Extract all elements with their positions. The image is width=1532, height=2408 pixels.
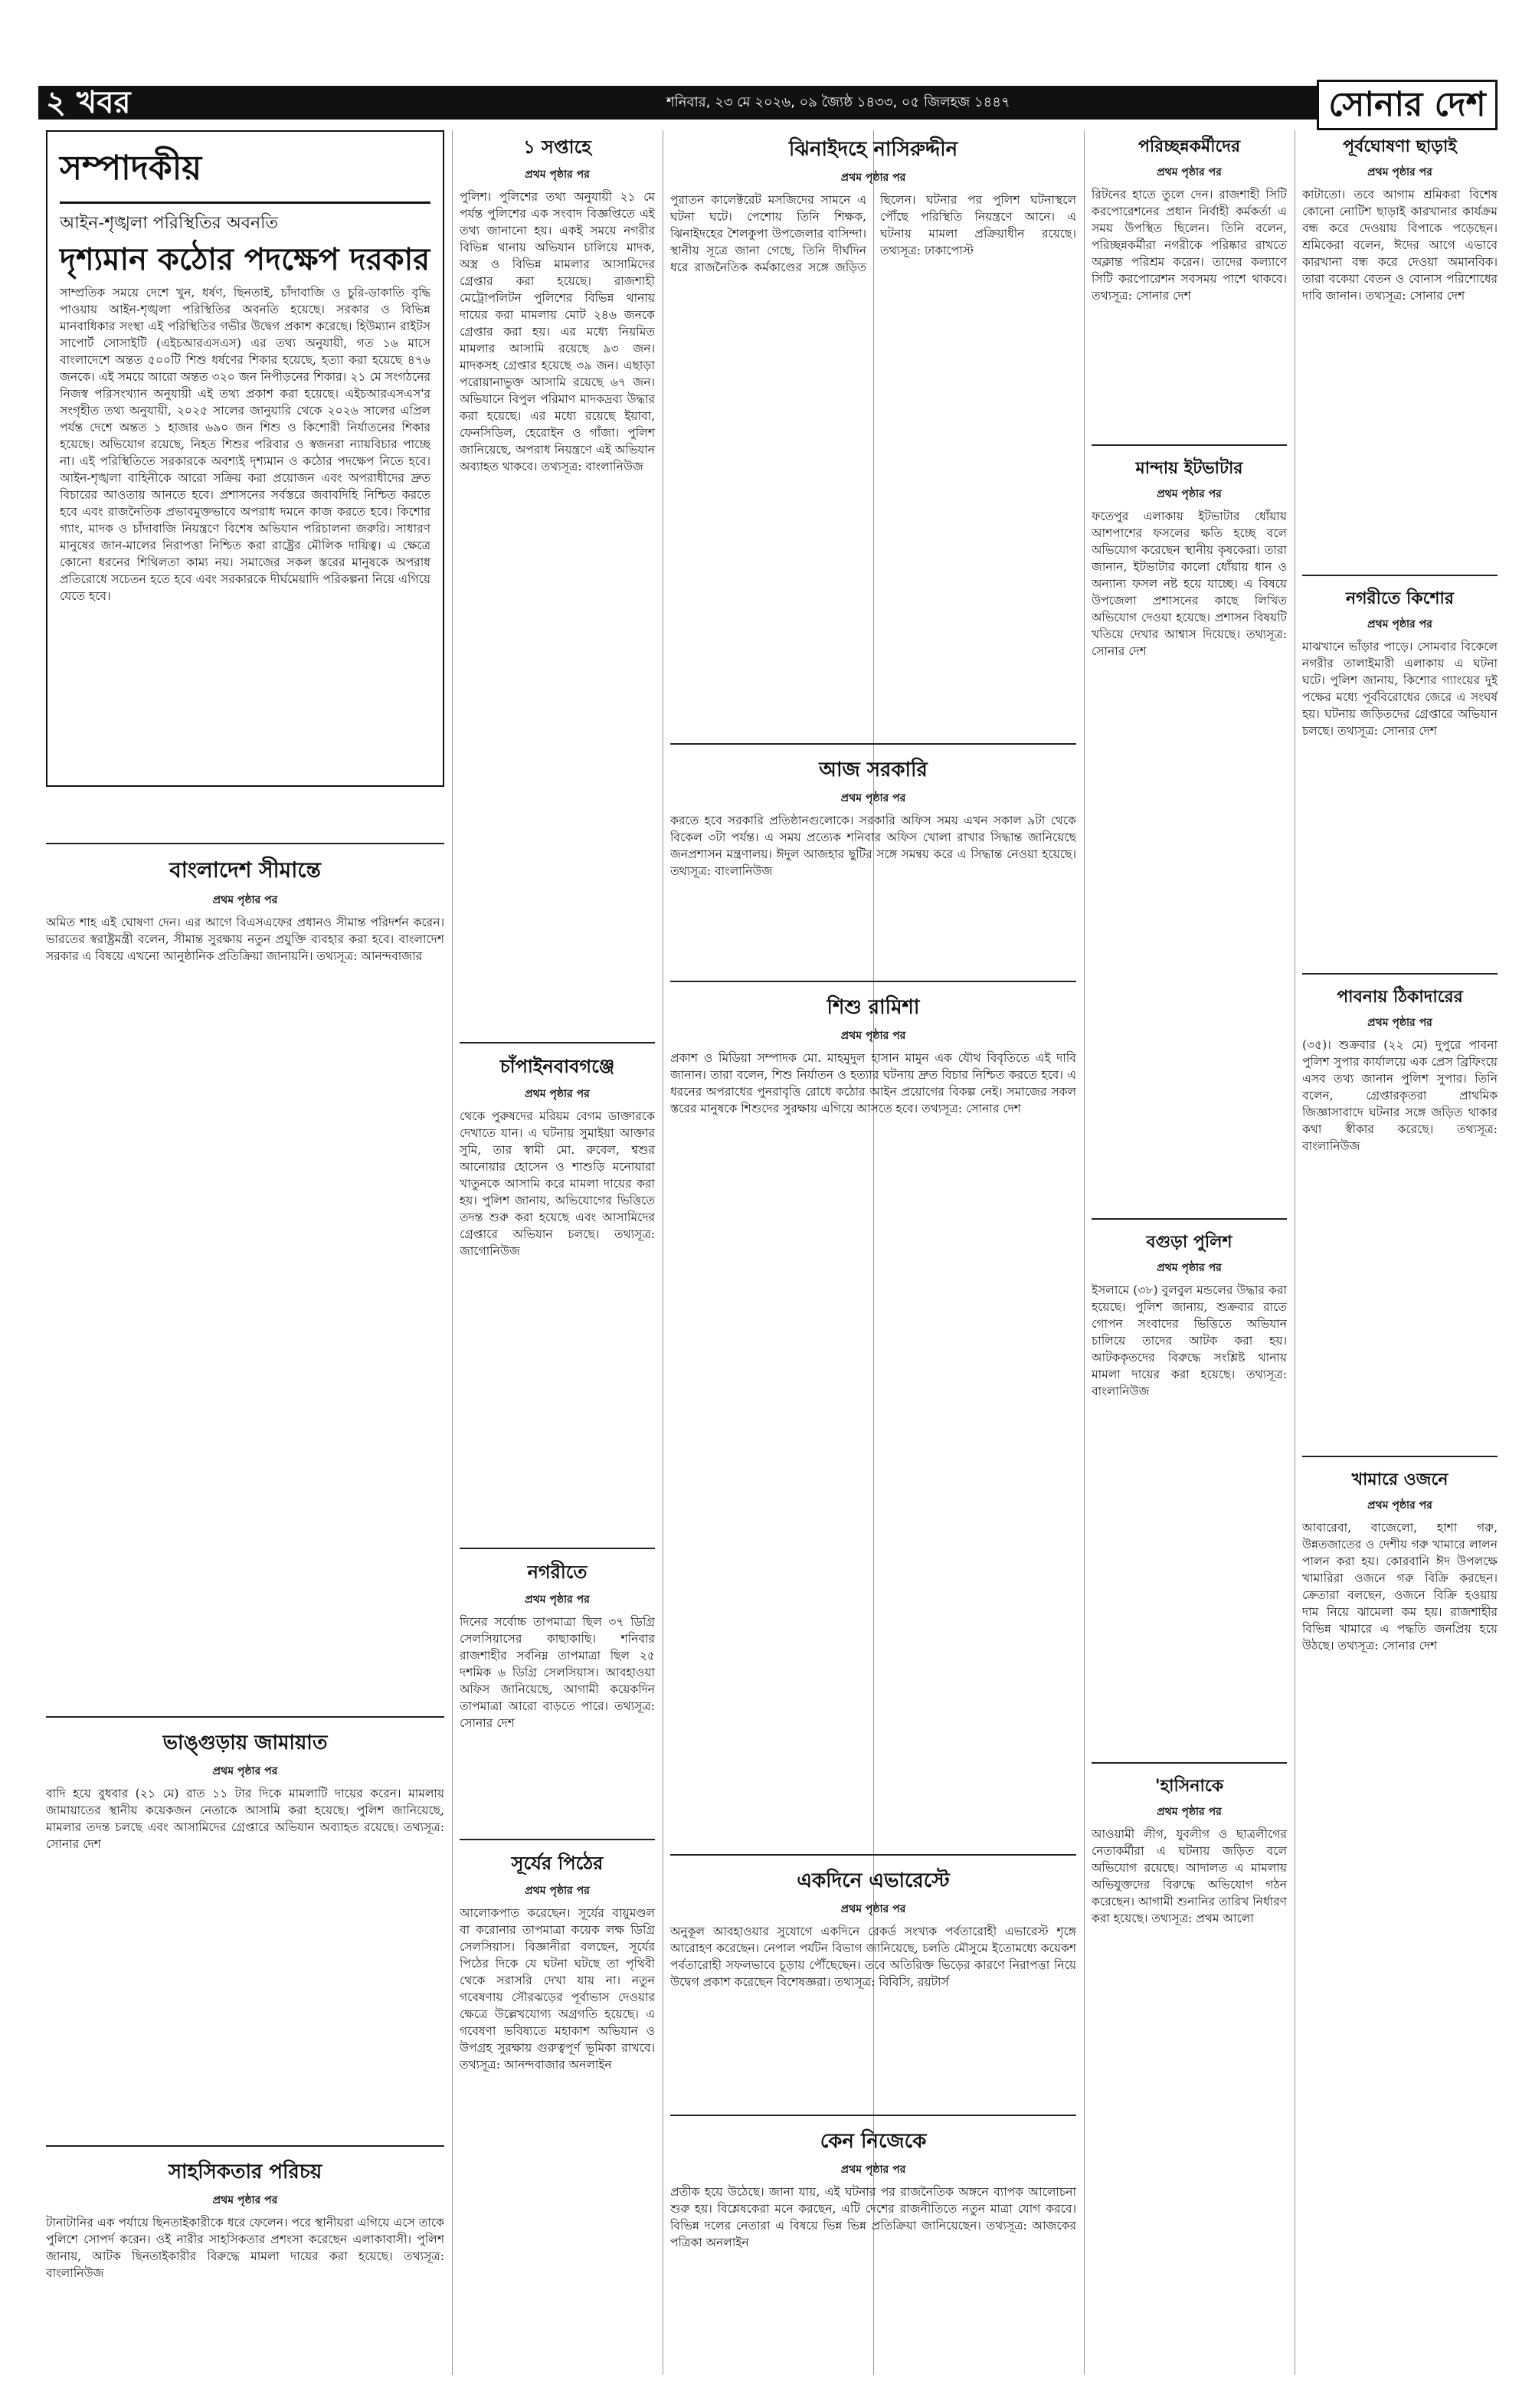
article-body: অমিত শাহ এই ঘোষণা দেন। এর আগে বিএসএফের প্রধানও সীমান্ত পরিদর্শন করেন। ভারতের স্বরাষ্ট্রমন্ত্রী বলেন, সীমান্ত সুরক্ষায় নতুন প্রযুক্তি ব্যবহার করা হবে। বাংলাদেশ সরকার এ বিষয়ে এখনো আনুষ্ঠানিক প্রতিক্রিয়া জানায়নি। তথ্যসূত্র: আনন্দবাজার — [46, 916, 444, 963]
article-body: টানাটানির এক পর্যায়ে ছিনতাইকারীকে ধরে ফেলেন। পরে স্থানীয়রা এগিয়ে এসে তাকে পুলিশে সোপর্দ করেন। ওই নারীর সাহসিকতার প্রশংসা করেছেন এলাকাবাসী। পুলিশ জানায়, আটক ছিনতাইকারীর বিরুদ্ধে মামলা দায়ের করা হয়েছে। তথ্যসূত্র: বাংলানিউজ — [46, 2216, 444, 2280]
article-headline: ভাঙ্গুড়ায় জামায়াত — [162, 1731, 328, 1754]
issue-date: শনিবার, ২৩ মে ২০২৬, ০৯ জ্যৈষ্ঠ ১৪৩৩, ০৫ জিলহজ ১৪৪৭ — [666, 94, 1010, 110]
continued-label: প্রথম পৃষ্ঠার পর — [212, 894, 278, 906]
article-headline: চাঁপাইনবাবগঞ্জে — [499, 1056, 615, 1077]
article-headline: একদিনে এভারেস্টে — [797, 1869, 950, 1892]
continued-label: প্রথম পৃষ্ঠার পর — [840, 1903, 906, 1915]
article-headline: বগুড়া পুলিশ — [1146, 1233, 1232, 1252]
article-chapainawabganj — [460, 1050, 655, 1540]
article-hasina — [1092, 1770, 1287, 2383]
continued-label: প্রথম পৃষ্ঠার পর — [1157, 1806, 1222, 1818]
article-govt — [670, 751, 1076, 973]
continued-label: প্রথম পৃষ্ঠার পর — [1367, 1017, 1432, 1029]
article-everest — [670, 1862, 1076, 2107]
continued-label: প্রথম পৃষ্ঠার পর — [525, 169, 590, 181]
article-jhenaidah — [670, 130, 1076, 736]
article-body: অনুকূল আবহাওয়ার সুযোগে একদিনে রেকর্ড সংখ্যক পর্বতারোহী এভারেস্ট শৃঙ্গে আরোহণ করেছেন। নেপাল পর্যটন বিভাগ জানিয়েছে, চলতি মৌসুমে ইতোমধ্যে কয়েকশ পর্বতারোহী সফলভাবে চূড়ায় পৌঁছেছেন। তবে অতিরিক্ত ভিড়ের কারণে নিরাপত্তা নিয়ে উদ্বেগ প্রকাশ করেছেন বিশেষজ্ঞরা। তথ্যসূত্র: বিবিসি, রয়টার্স — [670, 1925, 1076, 1989]
article-why-self — [670, 2122, 1076, 2383]
section-rule — [1092, 444, 1287, 446]
editorial-subtitle: আইন-শৃঙ্খলা পরিস্থিতির অবনতি — [60, 214, 278, 233]
continued-label: প্রথম পৃষ্ঠার পর — [212, 2194, 278, 2207]
article-body: রিটনের হাতে তুলে দেন। রাজশাহী সিটি করপোরেশনের প্রধান নির্বাহী কর্মকর্তা এ সময় উপস্থিত ছিলেন। তিনি বলেন, পরিচ্ছন্নকর্মীরা নগরীকে পরিষ্কার রাখতে অক্লান্ত পরিশ্রম করেন। তাদের কল্যাণে সিটি করপোরেশন সবসময় পাশে থাকবে। তথ্যসূত্র: সোনার দেশ — [1092, 188, 1287, 303]
continued-label: প্রথম পৃষ্ঠার পর — [840, 1030, 906, 1042]
article-headline: মান্দায় ইটভাটার — [1135, 459, 1243, 478]
continued-label: প্রথম পৃষ্ঠার পর — [525, 1088, 590, 1100]
article-body: দিনের সর্বোচ্চ তাপমাত্রা ছিল ৩৭ ডিগ্রি সেলসিয়াসের কাছাকাছি। শনিবার রাজশাহীর সর্বনিম্ন তাপমাত্রা ছিল ২৫ দশমিক ৬ ডিগ্রি সেলসিয়াস। আবহাওয়া অফিস জানিয়েছে, আগামী কয়েকদিন তাপমাত্রা আরো বাড়তে পারে। তথ্যসূত্র: সোনার দেশ — [460, 1615, 655, 1730]
article-body: আলোকপাত করেছেন। সূর্যের বায়ুমণ্ডল বা করোনার তাপমাত্রা কয়েক লক্ষ ডিগ্রি সেলসিয়াস। বিজ্ঞানীরা বলছেন, সূর্যের পিঠের দিকে যে ঘটনা ঘটছে তা পৃথিবী থেকে সরাসরি দেখা যায় না। নতুন গবেষণায় সৌরঝড়ের পূর্বাভাস দেওয়ার ক্ষেত্রে উল্লেখযোগ্য অগ্রগতি হয়েছে। এ গবেষণা ভবিষ্যতে মহাকাশ অভিযান ও উপগ্রহ সুরক্ষায় গুরুত্বপূর্ণ ভূমিকা রাখবে। তথ্যসূত্র: আনন্দবাজার অনলাইন — [460, 1906, 655, 2072]
article-nagorite — [460, 1555, 655, 1831]
article-child-ramisha — [670, 988, 1076, 1846]
article-no-notice — [1302, 130, 1498, 567]
article-farm — [1302, 1463, 1498, 2383]
article-headline: পাবনায় ঠিকাদারের — [1337, 988, 1463, 1007]
continued-label: প্রথম পৃষ্ঠার পর — [840, 172, 906, 184]
section-rule — [670, 981, 1076, 982]
article-body: আওয়ামী লীগ, যুবলীগ ও ছাত্রলীগের নেতাকর্মীরা এ ঘটনায় জড়িত বলে অভিযোগ রয়েছে। আদালত এ মামলায় অভিযুক্তদের বিরুদ্ধে অভিযোগ গঠন করেছেন। আগামী শুনানির তারিখ নির্ধারণ করা হয়েছে। তথ্যসূত্র: প্রথম আলো — [1092, 1827, 1287, 1925]
continued-label: প্রথম পৃষ্ঠার পর — [840, 792, 906, 804]
continued-label: প্রথম পৃষ্ঠার পর — [212, 1765, 278, 1777]
article-body: করতে হবে সরকারি প্রতিষ্ঠানগুলোকে। সরকারি অফিস সময় এখন সকাল ৯টা থেকে বিকেল ৩টা পর্যন্ত। এ সময় প্রত্যেক শনিবার অফিস খোলা রাখার সিদ্ধান্ত জানিয়েছে জনপ্রশাসন মন্ত্রণালয়। ঈদুল আজহার ছুটির সঙ্গে সমন্বয় করে এ সিদ্ধান্ত নেওয়া হয়েছে। তথ্যসূত্র: বাংলানিউজ — [670, 814, 1076, 878]
column-divider — [452, 130, 453, 2375]
continued-label: প্রথম পৃষ্ঠার পর — [1367, 1499, 1432, 1512]
section-rule — [670, 1854, 1076, 1856]
masthead-logo: সোনার দেশ — [1317, 80, 1498, 130]
article-body: কাটাতো। তবে আগাম শ্রমিকরা বিশেষ কোনো নোটিশ ছাড়াই কারখানার কার্যক্রম বন্ধ করে দেওয়ায় বিপাকে পড়েছেন। শ্রমিকেরা বলেন, ঈদের আগে এভাবে কারখানা বন্ধ করে দেওয়া অমানবিক। তারা বকেয়া বেতন ও বোনাস পরিশোধের দাবি জানান। তথ্যসূত্র: সোনার দেশ — [1302, 188, 1498, 303]
article-headline: খামারে ওজনে — [1351, 1470, 1449, 1489]
section-rule — [46, 1716, 444, 1718]
section-rule — [46, 2145, 444, 2147]
page-number: ২ খবর — [38, 86, 192, 120]
continued-label: প্রথম পৃষ্ঠার পর — [525, 1594, 590, 1606]
article-body: পুলিশ। পুলিশের তথ্য অনুযায়ী ২১ মে পর্যন্ত পুলিশের এক সংবাদ বিজ্ঞপ্তিতে এই তথ্য জানানো হয়। একই সময়ে নগরীর বিভিন্ন থানায় অভিযান চালিয়ে মাদক, অস্ত্র ও বিভিন্ন মামলার আসামিদের গ্রেপ্তার করা হয়েছে। রাজশাহী মেট্রোপলিটন পুলিশের বিভিন্ন থানায় দায়ের করা মামলায় মোট ২৪৬ জনকে গ্রেপ্তার করা হয়। এর মধ্যে নিয়মিত মামলার আসামি রয়েছে ৯৩ জন। মাদকসহ গ্রেপ্তার হয়েছে ৩৯ জন। এছাড়া পরোয়ানাভুক্ত আসামি রয়েছে ৬৭ জন। অভিযানে বিপুল পরিমাণ মাদকদ্রব্য উদ্ধার করা হয়েছে। এর মধ্যে রয়েছে ইয়াবা, ফেনসিডিল, হেরোইন ও গাঁজা। পুলিশ জানিয়েছে, অপরাধ নিয়ন্ত্রণে এই অভিযান অব্যাহত থাকবে। তথ্যসূত্র: বাংলানিউজ — [460, 190, 655, 473]
editorial-title: দৃশ্যমান কঠোর পদক্ষেপ দরকার — [60, 242, 430, 277]
article-headline: নগরীতে কিশোর — [1346, 589, 1454, 608]
section-rule — [670, 2115, 1076, 2116]
column-divider — [1084, 130, 1085, 2375]
article-headline: নগরীতে — [527, 1561, 588, 1583]
section-rule — [670, 743, 1076, 745]
article-bhangura — [46, 1724, 444, 2138]
article-headline: বাংলাদেশ সীমান্তে — [169, 857, 321, 883]
article-pabna — [1302, 981, 1498, 1448]
page-header — [38, 85, 1498, 124]
continued-label: প্রথম পৃষ্ঠার পর — [1367, 166, 1432, 179]
section-rule — [1302, 575, 1498, 576]
section-rule — [46, 843, 444, 844]
article-headline: সূর্যের পিঠের — [511, 1853, 604, 1874]
section-rule — [1302, 973, 1498, 975]
article-bangladesh-border — [46, 850, 444, 1709]
continued-label: প্রথম পৃষ্ঠার পর — [840, 2164, 906, 2176]
article-body: বাদি হয়ে বুধবার (২১ মে) রাত ১১ টার দিকে মামলাটি দায়ের করেন। মামলায় জামায়াতের স্থানীয় কয়েকজন নেতাকে আসামি করা হয়েছে। পুলিশ জানিয়েছে, মামলার তদন্ত চলছে এবং আসামিদের গ্রেপ্তারে অভিযান অব্যাহত রয়েছে। তথ্যসূত্র: সোনার দেশ — [46, 1787, 444, 1851]
section-rule — [1092, 1762, 1287, 1764]
article-body: থেকে পুরুষদের মরিয়ম বেগম ডাক্তারকে দেখাতে যান। এ ঘটনায় সুমাইয়া আক্তার সুমি, তার স্বামী মো. রুবেল, শ্বশুর আনোয়ার হোসেন ও শাশুড়ি মনোয়ারা খাতুনকে আসামি করে মামলা দায়ের করা হয়। পুলিশ জানায়, অভিযোগের ভিত্তিতে তদন্ত শুরু করা হয়েছে এবং আসামিদের গ্রেপ্তারে অভিযান চলছে। তথ্যসূত্র: জাগোনিউজ — [460, 1109, 655, 1258]
article-body: ফতেপুর এলাকায় ইটভাটার ধোঁয়ায় আশপাশের ফসলের ক্ষতি হচ্ছে বলে অভিযোগ করেছেন স্থানীয় কৃষকেরা। তারা জানান, ইটভাটার কালো ধোঁয়ায় ধান ও অন্যান্য ফসল নষ্ট হয়ে যাচ্ছে। এ বিষয়ে উপজেলা প্রশাসনের কাছে লিখিত অভিযোগ দেওয়া হয়েছে। প্রশাসন বিষয়টি খতিয়ে দেখার আশ্বাস দিয়েছে। তথ্যসূত্র: সোনার দেশ — [1092, 509, 1287, 658]
article-body: প্রকাশ ও মিডিয়া সম্পাদক মো. মাহমুদুল হাসান মামুন এক যৌথ বিবৃতিতে এই দাবি জানান। তারা বলেন, শিশু নির্যাতন ও হত্যার ঘটনায় দ্রুত বিচার নিশ্চিত করতে হবে। এ ধরনের অপরাধের পুনরাবৃত্তি রোধে কঠোর আইন প্রয়োগের বিকল্প নেই। সমাজের সকল স্তরের মানুষকে শিশুদের সুরক্ষায় এগিয়ে আসতে হবে। তথ্যসূত্র: সোনার দেশ — [670, 1051, 1076, 1116]
section-rule — [1092, 1218, 1287, 1220]
article-body: প্রতীক হয়ে উঠেছে। জানা যায়, এই ঘটনার পর রাজনৈতিক অঙ্গনে ব্যাপক আলোচনা শুরু হয়। বিশ্লেষকেরা মনে করছেন, এটি দেশের রাজনীতিতে নতুন মাত্রা যোগ করবে। বিভিন্ন দলের নেতারা এ বিষয়ে ভিন্ন ভিন্ন প্রতিক্রিয়া জানিয়েছেন। তথ্যসূত্র: আজকের পত্রিকা অনলাইন — [670, 2185, 1076, 2249]
continued-label: প্রথম পৃষ্ঠার পর — [1157, 488, 1222, 500]
article-body: (৩৫)। শুক্রবার (২২ মে) দুপুরে পাবনা পুলিশ সুপার কার্যালয়ে এক প্রেস ব্রিফিংয়ে এসব তথ্য জানান পুলিশ সুপার। তিনি বলেন, গ্রেপ্তারকৃতরা প্রাথমিক জিজ্ঞাসাবাদে ঘটনার সঙ্গে জড়িত থাকার কথা স্বীকার করেছে। তথ্যসূত্র: বাংলানিউজ — [1302, 1038, 1498, 1153]
continued-label: প্রথম পৃষ্ঠার পর — [1157, 166, 1222, 179]
section-rule — [460, 1042, 655, 1043]
article-courage — [46, 2153, 444, 2383]
editorial-body: সাম্প্রতিক সময়ে দেশে খুন, ধর্ষণ, ছিনতাই, চাঁদাবাজি ও চুরি-ডাকাতি বৃদ্ধি পাওয়ায় আইন-শৃঙ্খলা পরিস্থিতির অবনতি হয়েছে। সরকার ও বিভিন্ন মানবাধিকার সংস্থা এই পরিস্থিতির গভীর উদ্বেগ প্রকাশ করেছে। হিউম্যান রাইটস সাপোর্ট সোসাইটি (এইচআরএসএস) এর তথ্য অনুযায়ী, গত ১৬ মাসে বাংলাদেশে অন্তত ৫০০টি শিশু ধর্ষণের শিকার হয়েছে, হত্যা করা হয়েছে ৪৭৬ জনকে। এই সময়ে আরো অন্তত ৩২০ জন নিপীড়নের শিকার। ২১ মে সংগঠনের নিজস্ব পরিসংখ্যান অনুযায়ী এই তথ্য প্রকাশ করা হয়েছে। এইচআরএসএস'র সংগৃহীত তথ্য অনুযায়ী, ২০২৫ সালের জানুয়ারি থেকে ২০২৬ সালের এপ্রিল পর্যন্ত দেশে অন্তত ১ হাজার ৬৯০ জন শিশু ও কিশোরী নির্যাতনের শিকার হয়েছে। অভিযোগ রয়েছে, নিহত শিশুর পরিবার ও স্বজনরা ন্যায়বিচার পাচ্ছে না। এই পরিস্থিতিতে সরকারকে অবশ্যই দৃশ্যমান ও কঠোর পদক্ষেপ নিতে হবে। আইন-শৃঙ্খলা বাহিনীকে আরো সক্রিয় করা প্রয়োজন এবং অপরাধীদের দ্রুত বিচারের আওতায় আনতে হবে। প্রশাসনের সর্বস্তরে জবাবদিহি নিশ্চিত করতে হবে এবং রাজনৈতিক প্রভাবমুক্তভাবে অপরাধ দমনে কাজ করতে হবে। কিশোর গ্যাং, মাদক ও চাঁদাবাজি নিয়ন্ত্রণে বিশেষ অভিযান পরিচালনা জরুরি। সাধারণ মানুষের জান-মালের নিরাপত্তা নিশ্চিত করা রাষ্ট্রের মৌলিক দায়িত্ব। এ ক্ষেত্রে কোনো ধরনের শিথিলতা কাম্য নয়। সমাজের সকল স্তরের মানুষকে অপরাধ প্রতিরোধে সচেতন হতে হবে এবং সরকারকে দীর্ঘমেয়াদি পরিকল্পনা নিয়ে এগিয়ে যেতে হবে। — [60, 286, 430, 603]
article-sun — [460, 1846, 655, 2383]
article-headline: কেন নিজেকে — [820, 2130, 927, 2153]
article-headline: শিশু রামিশা — [827, 996, 920, 1019]
article-body: মাঝখানে ভাঁড়ার পাড়ে। সোমবার বিকেলে নগরীর তালাইমারী এলাকায় এ ঘটনা ঘটে। পুলিশ জানায়, কিশোর গ্যাংয়ের দুই পক্ষের মধ্যে পূর্ববিরোধের জেরে এ সংঘর্ষ হয়। ঘটনায় জড়িতদের গ্রেপ্তারে অভিযান চলছে। তথ্যসূত্র: সোনার দেশ — [1302, 640, 1498, 738]
editorial — [46, 130, 444, 835]
continued-label: প্রথম পৃষ্ঠার পর — [1157, 1262, 1222, 1274]
article-headline: আজ সরকারি — [819, 758, 928, 781]
article-body: আবারেবা, বাজেলো, হাশা গরু, উন্নতজাতের ও দেশীয় গরু খামারে লালন পালন করা হয়। কোরবানি ঈদ উপলক্ষে খামারিরা ওজনে গরু বিক্রি করছেন। ক্রেতারা বলছেন, ওজনে বিক্রি হওয়ায় দাম নিয়ে ঝামেলা কম হয়। রাজশাহীর বিভিন্ন খামারে এ পদ্ধতি জনপ্রিয় হয়ে উঠছে। তথ্যসূত্র: সোনার দেশ — [1302, 1521, 1498, 1653]
article-headline: পূর্বঘোষণা ছাড়াই — [1343, 137, 1457, 156]
article-headline: ১ সপ্তাহে — [523, 136, 591, 158]
article-teen — [1302, 582, 1498, 965]
article-headline: সাহসিকতার পরিচয় — [168, 2161, 322, 2184]
article-brickkiln — [1092, 452, 1287, 1211]
article-cleaners — [1092, 130, 1287, 437]
section-rule — [1302, 1456, 1498, 1457]
article-headline: পরিচ্ছন্নকর্মীদের — [1138, 137, 1241, 156]
continued-label: প্রথম পৃষ্ঠার পর — [525, 1885, 590, 1897]
editorial-box — [46, 130, 444, 787]
section-rule — [460, 1839, 655, 1840]
section-rule — [460, 1548, 655, 1549]
continued-label: প্রথম পৃষ্ঠার পর — [1367, 618, 1432, 631]
article-body: ইসলামে (৩৮) বুলবুল মন্ডলের উদ্ধার করা হয়েছে। পুলিশ জানায়, শুক্রবার রাতে গোপন সংবাদের ভিত্তিতে অভিযান চালিয়ে তাদের আটক করা হয়। আটককৃতদের বিরুদ্ধে সংশ্লিষ্ট থানায় মামলা দায়ের করা হয়েছে। তথ্যসূত্র: বাংলানিউজ — [1092, 1283, 1287, 1398]
editorial-label: সম্পাদকীয় — [60, 143, 430, 204]
article-body: পুরাতন কালেক্টরেট মসজিদের সামনে এ ঘটনা ঘটে। পেশোয় তিনি শিক্ষক, ঝিনাইদহের শৈলকুপা উপজেলার বাসিন্দা। স্থানীয় সূত্রে জানা গেছে, তিনি দীর্ঘদিন ধরে রাজনৈতিক কর্মকাণ্ডের সঙ্গে জড়িত ছিলেন। ঘটনার পর পুলিশ ঘটনাস্থলে পৌঁছে পরিস্থিতি নিয়ন্ত্রণে আনে। এ ঘটনায় মামলা প্রক্রিয়াধীন রয়েছে। তথ্যসূত্র: ঢাকাপোস্ট — [670, 193, 1076, 274]
article-headline: ঝিনাইদহে নাসিরুদ্দীন — [788, 138, 958, 161]
article-one-week — [460, 130, 655, 1034]
article-bogura-police — [1092, 1226, 1287, 1754]
article-headline: 'হাসিনাকে — [1154, 1777, 1224, 1796]
